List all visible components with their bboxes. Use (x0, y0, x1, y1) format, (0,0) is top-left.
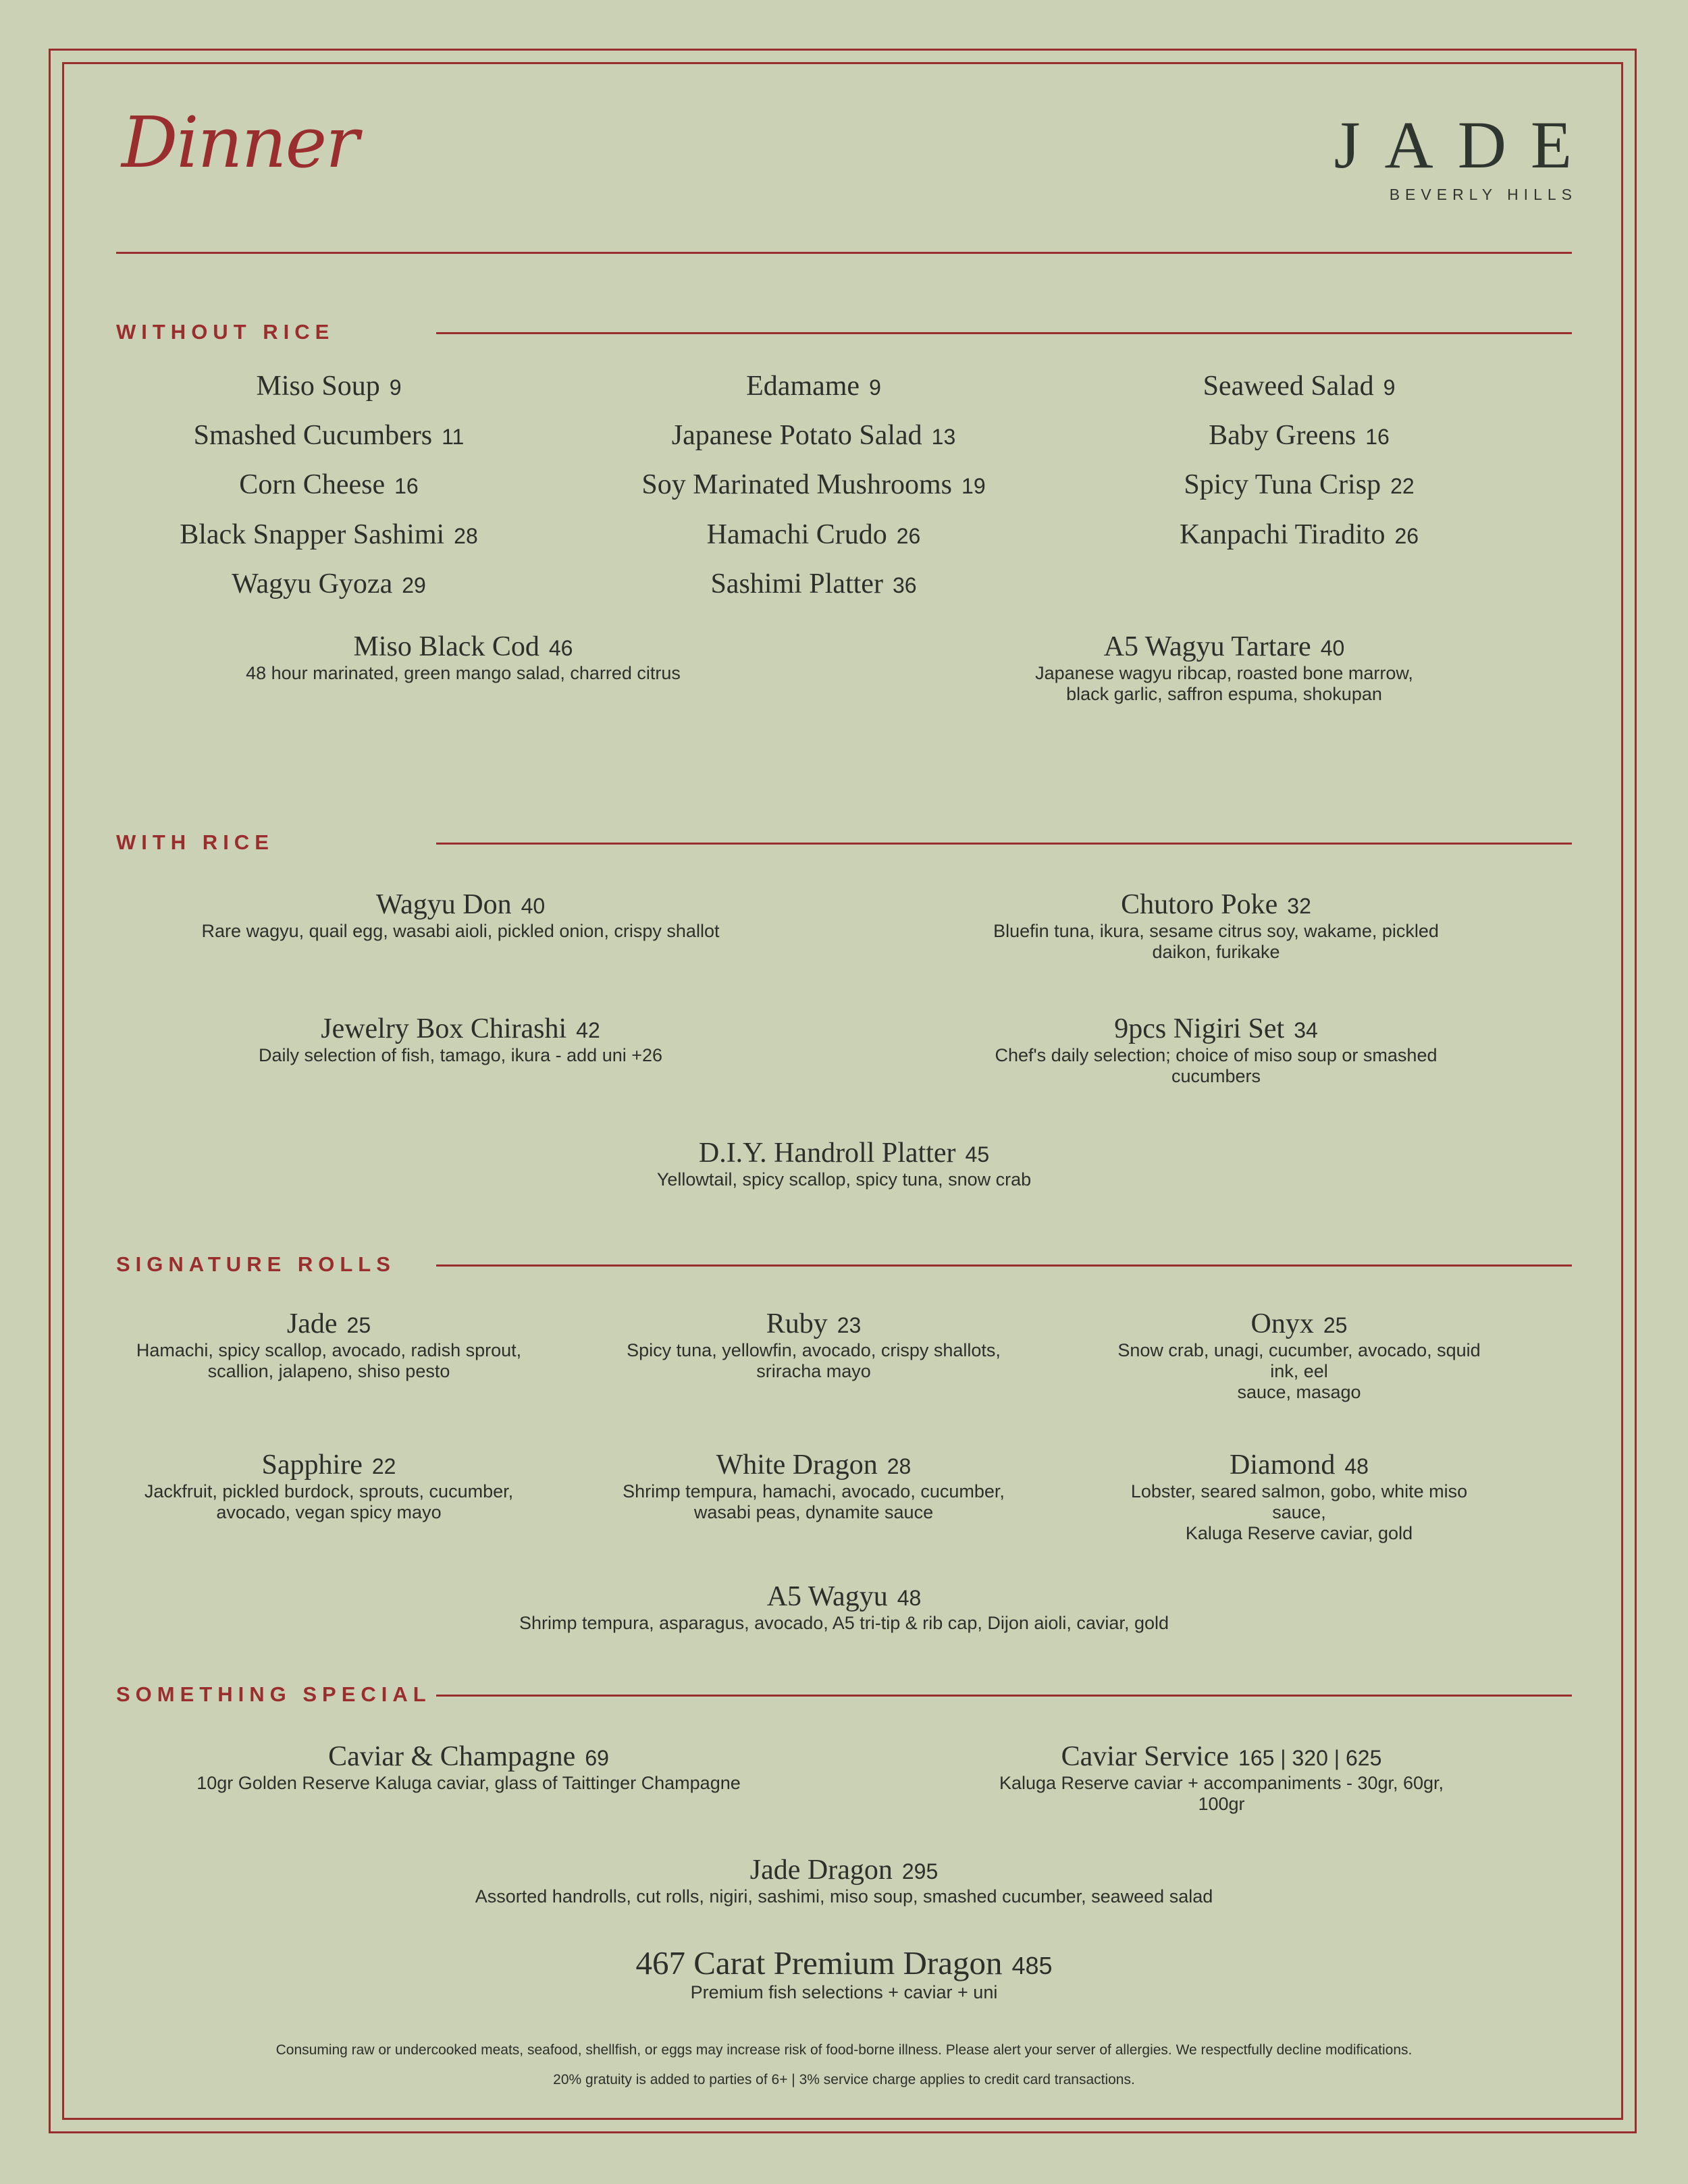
item-name: A5 Wagyu Tartare (1103, 631, 1311, 662)
item-price: 40 (1320, 636, 1345, 660)
item-price: 9 (869, 375, 881, 400)
item-name: 9pcs Nigiri Set (1114, 1013, 1285, 1044)
menu-title: Dinner (122, 101, 358, 184)
item-name: Jade Dragon (749, 1855, 893, 1886)
header-divider (116, 252, 1572, 254)
item-price: 22 (371, 1454, 396, 1479)
menu-item (746, 370, 881, 402)
item-name: Jewelry Box Chirashi (321, 1013, 567, 1044)
menu-item (980, 1013, 1452, 1087)
item-price: 69 (585, 1746, 609, 1770)
menu-item (672, 419, 956, 452)
item-description: Kaluga Reserve caviar + accompaniments - 30gr, 60gr, 100gr (999, 1773, 1444, 1815)
item-name: Caviar & Champagne (328, 1741, 576, 1772)
menu-item (1203, 370, 1396, 402)
item-description: Daily selection of fish, tamago, ikura - add uni +26 (258, 1045, 663, 1066)
item-name: Wagyu Gyoza (232, 568, 393, 600)
item-name: White Dragon (716, 1449, 878, 1481)
item-description: Jackfruit, pickled burdock, sprouts, cucumber, avocado, vegan spicy mayo (144, 1481, 514, 1523)
section-divider (436, 843, 1572, 845)
item-description: Shrimp tempura, asparagus, avocado, A5 tri-tip & rib cap, Dijon aioli, caviar, gold (519, 1613, 1169, 1634)
menu-item (180, 518, 478, 551)
menu-item (657, 1137, 1031, 1190)
item-price: 165 | 320 | 625 (1238, 1746, 1382, 1770)
item-price: 13 (931, 425, 956, 449)
menu-item (475, 1854, 1213, 1907)
item-name: Jade (286, 1308, 338, 1339)
item-price: 25 (346, 1313, 371, 1337)
item-name: Edamame (746, 371, 860, 402)
menu-item (1184, 469, 1414, 501)
menu-item (710, 568, 916, 600)
section-divider (436, 1264, 1572, 1267)
item-price: 485 (1011, 1952, 1053, 1979)
item-name: Wagyu Don (375, 889, 512, 920)
item-price: 42 (576, 1018, 600, 1042)
section-header-signature-rolls (116, 1251, 1572, 1278)
item-price: 22 (1390, 474, 1415, 498)
section-divider (436, 1695, 1572, 1697)
item-name: 467 Carat Premium Dragon (635, 1944, 1003, 1981)
brand-location: BEVERLY HILLS (1389, 186, 1577, 203)
menu-item (988, 1740, 1455, 1815)
menu-item (519, 1580, 1169, 1634)
item-description: Bluefin tuna, ikura, sesame citrus soy, wakame, pickled daikon, furikake (993, 921, 1439, 963)
item-name: Miso Black Cod (353, 631, 539, 662)
section-divider (436, 332, 1572, 334)
item-price: 26 (1394, 524, 1419, 548)
section-header-without-rice (116, 319, 1572, 346)
item-price: 26 (896, 524, 921, 548)
item-price: 16 (394, 474, 419, 498)
item-name: Hamachi Crudo (706, 519, 887, 550)
menu-item (1105, 1308, 1494, 1403)
menu-item (202, 888, 720, 942)
section-label: WITHOUT RICE (116, 320, 335, 344)
menu-item (136, 1308, 521, 1382)
menu-item (196, 1740, 740, 1794)
item-description: Hamachi, spicy scallop, avocado, radish sprout, scallion, jalapeno, shiso pesto (136, 1340, 522, 1382)
item-description: Lobster, seared salmon, gobo, white miso sauce, Kaluga Reserve caviar, gold (1130, 1481, 1468, 1544)
item-price: 9 (389, 375, 402, 400)
item-price: 40 (521, 894, 546, 918)
item-name: Onyx (1250, 1308, 1314, 1339)
item-price: 48 (1344, 1454, 1369, 1479)
item-name: Ruby (766, 1308, 828, 1339)
item-name: Sapphire (261, 1449, 363, 1481)
item-description: Chef's daily selection; choice of miso soup or smashed cucumbers (995, 1045, 1438, 1087)
item-name: Seaweed Salad (1203, 371, 1374, 402)
menu-item (144, 1449, 513, 1523)
section-label: SOMETHING SPECIAL (116, 1682, 431, 1706)
item-price: 46 (548, 636, 573, 660)
item-name: Corn Cheese (239, 469, 386, 500)
item-price: 32 (1287, 894, 1311, 918)
item-price: 25 (1323, 1313, 1348, 1337)
item-name: Smashed Cucumbers (193, 420, 433, 451)
item-price: 36 (892, 573, 917, 597)
menu-item (707, 518, 921, 551)
item-description: Assorted handrolls, cut rolls, nigiri, sashimi, miso soup, smashed cucumber, seaweed salad (475, 1886, 1213, 1907)
item-name: Sashimi Platter (710, 568, 883, 600)
item-price: 16 (1365, 425, 1390, 449)
item-name: Black Snapper Sashimi (180, 519, 445, 550)
item-description: Premium fish selections + caviar + uni (690, 1982, 998, 2003)
item-price: 34 (1294, 1018, 1318, 1042)
menu-item (194, 419, 465, 452)
item-name: Japanese Potato Salad (671, 420, 922, 451)
item-description: 10gr Golden Reserve Kaluga caviar, glass of Taittinger Champagne (196, 1773, 741, 1794)
item-price: 11 (442, 425, 465, 449)
item-price: 45 (965, 1142, 990, 1167)
item-description: 48 hour marinated, green mango salad, charred citrus (246, 663, 681, 684)
menu-item (980, 888, 1452, 963)
item-name: Spicy Tuna Crisp (1184, 469, 1381, 500)
item-price: 295 (901, 1859, 939, 1884)
item-price: 48 (897, 1586, 922, 1610)
brand-logo (1334, 107, 1596, 204)
menu-item (623, 1449, 1005, 1523)
item-description: Japanese wagyu ribcap, roasted bone marrow, black garlic, saffron espuma, shokupan (1035, 663, 1413, 705)
section-header-something-special (116, 1681, 1572, 1708)
item-description: Snow crab, unagi, cucumber, avocado, squid ink, eel sauce, masago (1117, 1340, 1481, 1403)
allergy-notice: Consuming raw or undercooked meats, seafood, shellfish, or eggs may increase risk of food-borne illness. Please alert your server of allergies. We respectfully decline modifications. (275, 2042, 1413, 2058)
item-name: Kanpachi Tiradito (1179, 519, 1386, 550)
item-price: 28 (454, 524, 478, 548)
menu-item-featured (635, 1944, 1052, 2003)
item-price: 23 (837, 1313, 862, 1337)
item-name: Soy Marinated Mushrooms (641, 469, 953, 500)
menu-item (256, 370, 401, 402)
menu-item (259, 1013, 662, 1066)
item-price: 9 (1383, 375, 1396, 400)
item-name: Chutoro Poke (1121, 889, 1278, 920)
menu-item (641, 469, 985, 501)
section-label: SIGNATURE ROLLS (116, 1252, 396, 1276)
item-name: Diamond (1230, 1449, 1336, 1481)
menu-item (1180, 518, 1419, 551)
item-name: Miso Soup (256, 371, 380, 402)
section-header-with-rice (116, 829, 1572, 856)
menu-item (1035, 631, 1413, 705)
item-name: A5 Wagyu (766, 1581, 888, 1612)
item-description: Rare wagyu, quail egg, wasabi aioli, pickled onion, crispy shallot (201, 921, 720, 942)
item-name: Caviar Service (1061, 1741, 1230, 1772)
gratuity-notice: 20% gratuity is added to parties of 6+ | 3% service charge applies to credit card transactions. (553, 2072, 1135, 2087)
brand-name: JADE (1334, 107, 1596, 182)
item-price: 28 (887, 1454, 912, 1479)
menu-item (627, 1308, 1001, 1382)
menu-item (232, 568, 426, 600)
menu-item (239, 469, 418, 501)
item-name: D.I.Y. Handroll Platter (698, 1138, 956, 1169)
menu-item (1209, 419, 1390, 452)
item-description: Shrimp tempura, hamachi, avocado, cucumber, wasabi peas, dynamite sauce (623, 1481, 1005, 1523)
section-label: WITH RICE (116, 830, 274, 854)
item-price: 29 (402, 573, 426, 597)
menu-item (246, 631, 681, 684)
item-description: Yellowtail, spicy scallop, spicy tuna, snow crab (656, 1169, 1032, 1190)
menu-item (1105, 1449, 1494, 1544)
item-price: 19 (961, 474, 986, 498)
item-name: Baby Greens (1209, 420, 1356, 451)
item-description: Spicy tuna, yellowfin, avocado, crispy shallots, sriracha mayo (627, 1340, 1001, 1382)
